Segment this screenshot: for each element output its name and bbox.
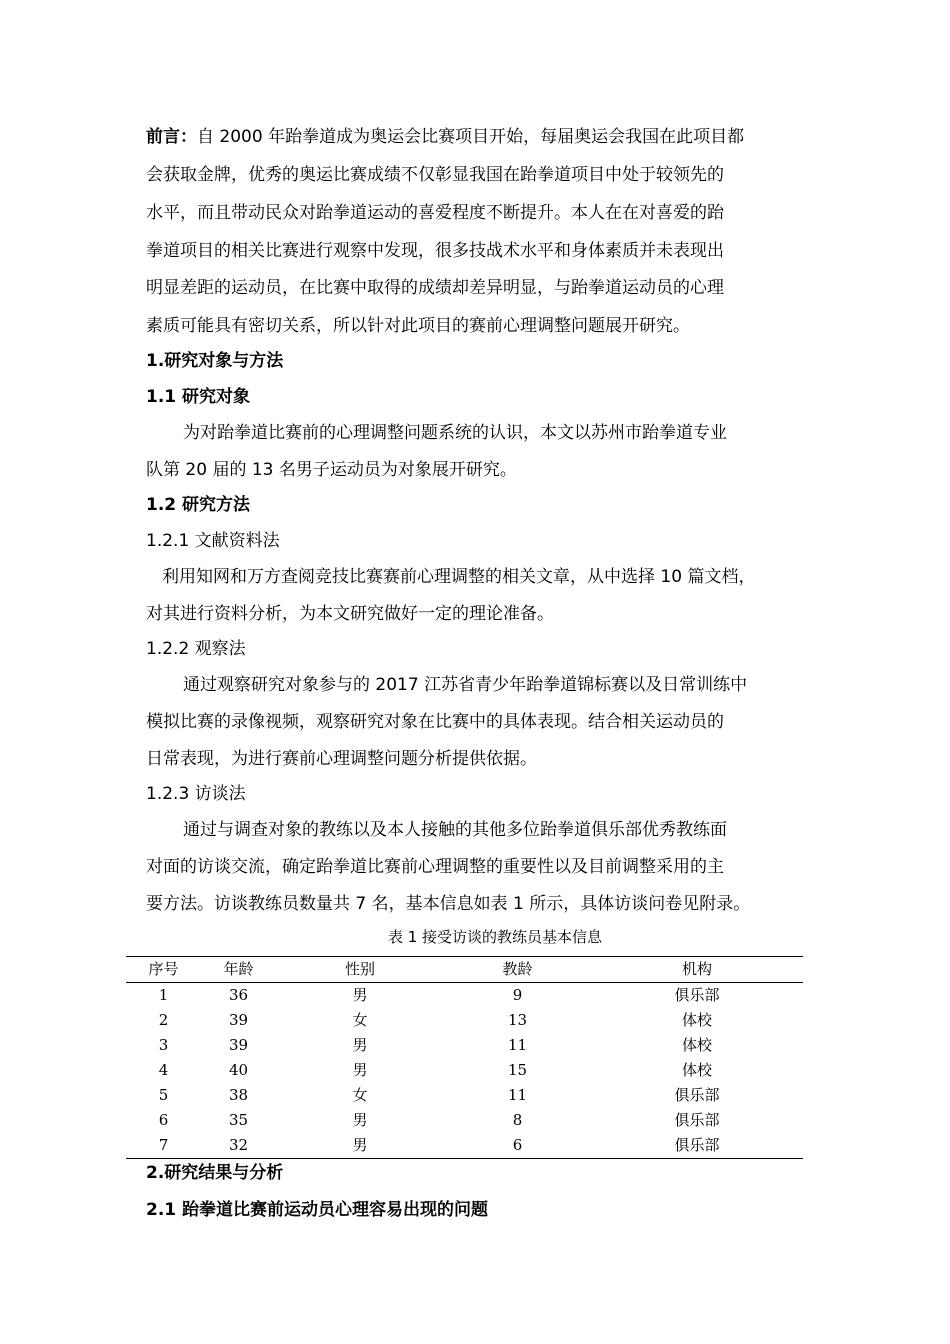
cell-gender: 男	[352, 986, 368, 1004]
cell-gender: 男	[352, 1136, 368, 1154]
table-row	[126, 1133, 803, 1159]
cell-index: 2	[158, 1011, 169, 1029]
cell-index: 7	[158, 1136, 169, 1154]
cell-institution: 体校	[681, 1011, 712, 1029]
section-1-1-line-2: 队第 20 届的 13 名男子运动员为对象展开研究。	[146, 460, 517, 480]
section-2-1-heading: 2.1 跆拳道比赛前运动员心理容易出现的问题	[146, 1200, 489, 1220]
method-2-line-2: 模拟比赛的录像视频，观察研究对象在比赛中的具体表现。结合相关运动员的	[146, 712, 724, 732]
cell-institution: 俱乐部	[674, 1086, 720, 1104]
table-row	[126, 983, 803, 1009]
header-institution: 机构	[681, 960, 712, 978]
cell-index: 5	[158, 1086, 169, 1104]
cell-age: 32	[228, 1136, 249, 1154]
intro-line-6: 素质可能具有密切关系，所以针对此项目的赛前心理调整问题展开研究。	[146, 316, 690, 336]
coach-info-table	[126, 956, 803, 1159]
cell-coaching-years: 15	[507, 1061, 528, 1079]
method-1-heading: 1.2.1 文献资料法	[146, 531, 280, 551]
cell-institution: 俱乐部	[674, 986, 720, 1004]
intro-label: 前言：	[146, 127, 197, 147]
method-2-line-1: 通过观察研究对象参与的 2017 江苏省青少年跆拳道锦标赛以及日常训练中	[183, 675, 748, 695]
table-row	[126, 1083, 803, 1108]
cell-coaching-years: 13	[507, 1011, 528, 1029]
cell-coaching-years: 8	[512, 1111, 523, 1129]
header-index: 序号	[148, 960, 179, 978]
cell-age: 40	[228, 1061, 249, 1079]
method-1-line-2: 对其进行资料分析，为本文研究做好一定的理论准备。	[146, 604, 554, 624]
table-row	[126, 1033, 803, 1058]
table-row	[126, 1058, 803, 1083]
method-3-line-3: 要方法。访谈教练员数量共 7 名，基本信息如表 1 所示，具体访谈问卷见附录。	[146, 894, 751, 914]
cell-coaching-years: 9	[512, 986, 523, 1004]
cell-gender: 女	[352, 1011, 368, 1029]
cell-index: 4	[158, 1061, 169, 1079]
section-1-1-line-1: 为对跆拳道比赛前的心理调整问题系统的认识，本文以苏州市跆拳道专业	[183, 423, 727, 443]
intro-line-4: 拳道项目的相关比赛进行观察中发现，很多技战术水平和身体素质并未表现出	[146, 241, 724, 261]
header-coaching-years: 教龄	[502, 960, 533, 978]
section-1-heading: 1.研究对象与方法	[146, 351, 284, 371]
intro-line-2: 会获取金牌，优秀的奥运比赛成绩不仅彰显我国在跆拳道项目中处于较领先的	[146, 165, 724, 185]
header-age: 年龄	[223, 960, 254, 978]
intro-line-3: 水平，而且带动民众对跆拳道运动的喜爱程度不断提升。本人在在对喜爱的跆	[146, 203, 724, 223]
table-row	[126, 1008, 803, 1033]
cell-coaching-years: 6	[512, 1136, 523, 1154]
section-2-heading: 2.研究结果与分析	[146, 1163, 284, 1183]
method-2-line-3: 日常表现，为进行赛前心理调整问题分析提供依据。	[146, 749, 537, 769]
cell-index: 1	[158, 986, 169, 1004]
method-2-heading: 1.2.2 观察法	[146, 639, 246, 659]
method-3-heading: 1.2.3 访谈法	[146, 784, 246, 804]
cell-age: 38	[228, 1086, 249, 1104]
cell-age: 39	[228, 1036, 249, 1054]
cell-gender: 女	[352, 1086, 368, 1104]
intro-line-5: 明显差距的运动员，在比赛中取得的成绩却差异明显，与跆拳道运动员的心理	[146, 278, 724, 298]
cell-coaching-years: 11	[507, 1036, 528, 1054]
cell-institution: 俱乐部	[674, 1136, 720, 1154]
cell-gender: 男	[352, 1111, 368, 1129]
table-row	[126, 1108, 803, 1133]
cell-institution: 俱乐部	[674, 1111, 720, 1129]
cell-age: 39	[228, 1011, 249, 1029]
cell-gender: 男	[352, 1061, 368, 1079]
method-3-line-1: 通过与调查对象的教练以及本人接触的其他多位跆拳道俱乐部优秀教练面	[183, 820, 727, 840]
table-1-caption: 表 1 接受访谈的教练员基本信息	[387, 928, 603, 946]
header-gender: 性别	[344, 960, 375, 978]
cell-age: 35	[228, 1111, 249, 1129]
cell-index: 6	[158, 1111, 169, 1129]
table-header-row	[126, 957, 803, 983]
section-1-2-heading: 1.2 研究方法	[146, 495, 251, 515]
section-1-1-heading: 1.1 研究对象	[146, 387, 251, 407]
cell-coaching-years: 11	[507, 1086, 528, 1104]
intro-line-1	[146, 122, 744, 147]
cell-age: 36	[228, 986, 249, 1004]
cell-index: 3	[158, 1036, 169, 1054]
method-3-line-2: 对面的访谈交流，确定跆拳道比赛前心理调整的重要性以及目前调整采用的主	[146, 857, 724, 877]
cell-institution: 体校	[681, 1036, 712, 1054]
method-1-line-1: 利用知网和万方查阅竞技比赛赛前心理调整的相关文章，从中选择 10 篇文档，	[162, 567, 756, 587]
cell-institution: 体校	[681, 1061, 712, 1079]
cell-gender: 男	[352, 1036, 368, 1054]
intro-text: 自 2000 年跆拳道成为奥运会比赛项目开始，每届奥运会我国在此项目都	[197, 127, 745, 147]
